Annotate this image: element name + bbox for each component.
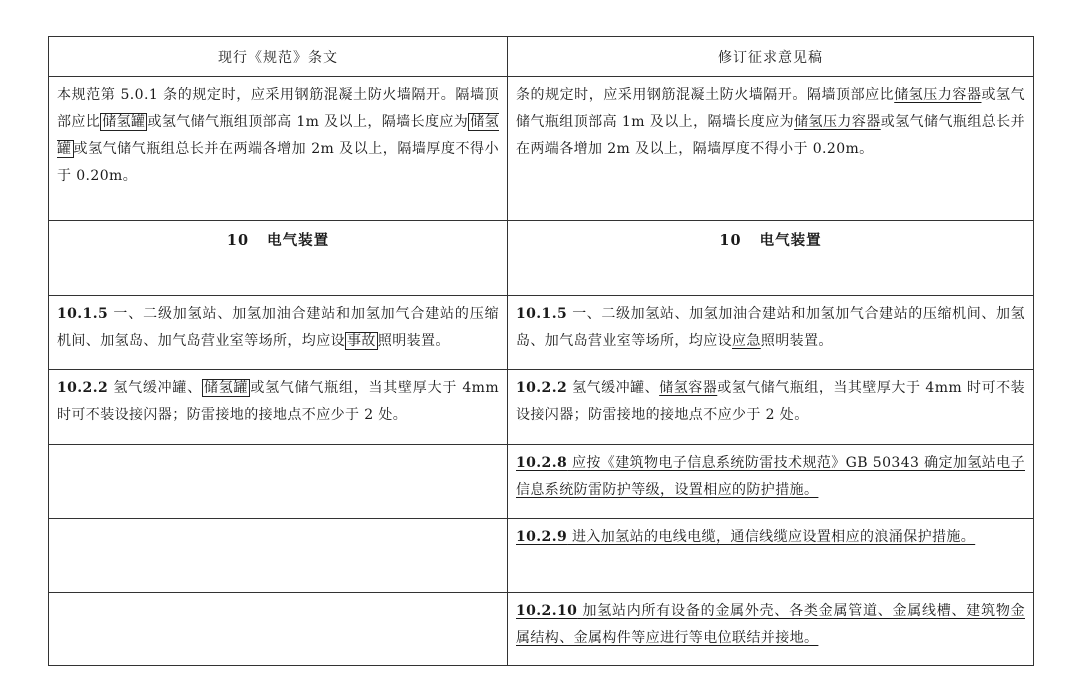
clause-number: 10.2.2	[57, 380, 109, 396]
text-current-fire-wall-3: 或氢气储气瓶组总长并在两端各增加 2m 及以上，隔墙厚度不得小于 0.20m。	[57, 141, 499, 184]
text-draft-10-1-5-2: 照明装置。	[760, 333, 833, 349]
header-row	[49, 37, 1034, 77]
header-current-code: 现行《规范》条文	[49, 37, 508, 77]
cell-current-10-2-10-empty	[49, 593, 508, 666]
section-title-left: 电气装置	[267, 232, 330, 249]
clause-number: 10.2.10	[516, 603, 578, 619]
boxed-term-hydrogen-tank-3: 储氢罐	[203, 380, 249, 396]
section-title-right: 电气装置	[759, 232, 822, 249]
text-draft-10-2-2-1: 氢气缓冲罐、	[567, 380, 660, 396]
cell-draft-10-2-9	[508, 519, 1034, 593]
underlined-term-pressure-vessel: 储氢压力容器	[894, 87, 982, 103]
cell-current-fire-wall	[49, 77, 508, 221]
boxed-term-hydrogen-tank-2: 储氢罐	[57, 114, 500, 157]
text-draft-10-2-8: 应按《建筑物电子信息系统防雷技术规范》GB 50343 确定加氢站电子信息系统防雷防护等级，设置相应的防护措施。	[516, 455, 1025, 498]
cell-draft-10-2-10	[508, 593, 1034, 666]
cell-current-10-2-8-empty	[49, 445, 508, 519]
cell-current-10-1-5	[49, 296, 508, 370]
text-draft-10-2-2-2: 或氢气储气瓶组，当其壁厚大于 4mm 时可不装设接闪器；防雷接地的接地点不应少于 2 处。	[516, 380, 1025, 423]
text-current-10-1-5-2: 照明装置。	[377, 333, 450, 349]
clause-number: 10.1.5	[57, 306, 109, 322]
text-draft-fire-wall-3: 或氢气储气瓶组总长并在两端各增加 2m 及以上，隔墙厚度不得小于 0.20m。	[516, 114, 1026, 157]
clause-number: 10.1.5	[516, 306, 568, 322]
text-draft-fire-wall-2: 或氢气储气瓶组顶部高 1m 及以上，隔墙长度应为	[516, 87, 1025, 130]
underlined-term-hydrogen-container: 储氢容器	[659, 380, 718, 396]
cell-draft-fire-wall	[508, 77, 1034, 221]
row-10-2-2	[49, 370, 1034, 445]
text-current-fire-wall-2: 或氢气储气瓶组顶部高 1m 及以上，隔墙长度应为	[147, 114, 469, 130]
cell-current-10-2-9-empty	[49, 519, 508, 593]
row-10-2-8	[49, 445, 1034, 519]
text-draft-10-1-5-1: 一、二级加氢站、加氢加油合建站和加氢加气合建站的压缩机间、加氢岛、加气岛营业室等场所，均应设	[516, 306, 1025, 349]
cell-draft-10-2-2	[508, 370, 1034, 445]
section-number-left: 10	[226, 232, 250, 249]
cell-current-10-2-2	[49, 370, 508, 445]
text-current-10-2-2-2: 或氢气储气瓶组，当其壁厚大于 4mm 时可不装设接闪器；防雷接地的接地点不应少于 2 处。	[57, 380, 500, 423]
underlined-term-emergency: 应急	[732, 333, 761, 349]
text-draft-fire-wall-1: 条的规定时，应采用钢筋混凝土防火墙隔开。隔墙顶部应比	[516, 87, 895, 103]
text-current-10-1-5-1: 一、二级加氢站、加氢加油合建站和加氢加气合建站的压缩机间、加氢岛、加气岛营业室等场所，均应设	[57, 306, 499, 349]
text-draft-10-2-10: 加氢站内所有设备的金属外壳、各类金属管道、金属线槽、建筑物金属结构、金属构件等应进行等电位联结并接地。	[516, 603, 1025, 646]
text-current-fire-wall-1: 本规范第 5.0.1 条的规定时，应采用钢筋混凝土防火墙隔开。隔墙顶部应比	[57, 87, 499, 130]
boxed-term-accident: 事故	[347, 333, 376, 349]
row-10-1-5	[49, 296, 1034, 370]
comparison-table	[48, 36, 1034, 666]
clause-number: 10.2.9	[516, 529, 568, 545]
row-fire-wall	[49, 77, 1034, 221]
row-10-2-10	[49, 593, 1034, 666]
clause-number: 10.2.2	[516, 380, 568, 396]
section-number-right: 10	[719, 232, 742, 249]
header-revision-draft: 修订征求意见稿	[508, 37, 1034, 77]
text-draft-10-2-9: 进入加氢站的电线电缆，通信线缆应设置相应的浪涌保护措施。	[567, 529, 976, 545]
text-current-10-2-2-1: 氢气缓冲罐、	[108, 380, 202, 396]
cell-draft-10-2-8	[508, 445, 1034, 519]
boxed-term-hydrogen-tank: 储氢罐	[102, 114, 146, 130]
cell-draft-10-1-5	[508, 296, 1034, 370]
cell-draft-section	[508, 221, 1034, 296]
underlined-term-pressure-vessel-2: 储氢压力容器	[794, 114, 881, 130]
clause-number: 10.2.8	[516, 455, 568, 471]
row-10-2-9	[49, 519, 1034, 593]
cell-current-section	[49, 221, 508, 296]
row-section-title	[49, 221, 1034, 296]
